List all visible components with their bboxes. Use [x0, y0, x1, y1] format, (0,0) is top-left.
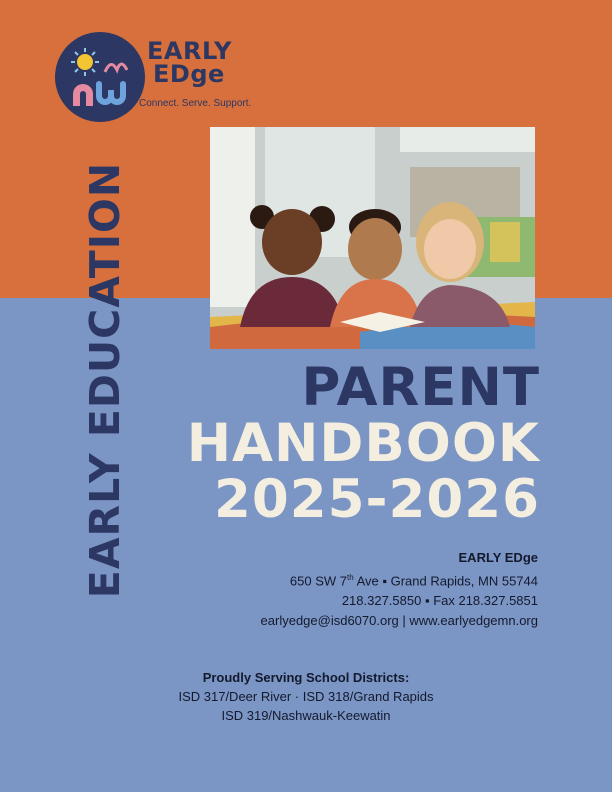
- districts-line1: ISD 317/Deer River · ISD 318/Grand Rapids: [178, 689, 434, 704]
- contact-web-line: [261, 611, 538, 631]
- email-link[interactable]: earlyedge@isd6070.org: [260, 613, 399, 629]
- logo-tagline: Connect. Serve. Support.: [139, 98, 252, 109]
- districts-heading: Proudly Serving School Districts:: [202, 670, 410, 685]
- separator: ▪: [421, 593, 434, 609]
- street-suffix: th: [347, 573, 354, 582]
- title-year: 2025-2026: [213, 469, 540, 530]
- contact-phone-line: [261, 591, 538, 611]
- title-handbook: HANDBOOK: [186, 413, 540, 474]
- children-photo: [210, 127, 535, 349]
- logo: [55, 32, 255, 122]
- divider: |: [398, 613, 410, 629]
- logo-badge: [55, 32, 145, 122]
- contact-block: [261, 548, 538, 631]
- districts-line2: ISD 319/Nashwauk-Keewatin: [221, 708, 391, 723]
- website-link[interactable]: www.earlyedgemn.org: [409, 613, 538, 629]
- city: Grand Rapids, MN 55744: [390, 573, 538, 589]
- children-photo-icon: [210, 127, 535, 349]
- vertical-title-wrap: [80, 140, 130, 620]
- districts-block: [148, 668, 464, 725]
- logo-title-line1: EARLY: [147, 37, 232, 65]
- logo-mark-icon: [55, 32, 145, 122]
- street-rest: Ave: [353, 573, 379, 589]
- contact-name: EARLY EDge: [458, 550, 538, 565]
- logo-title-line2: EDge: [153, 60, 225, 88]
- title-parent: PARENT: [301, 357, 540, 418]
- street-number: 650 SW 7: [289, 573, 347, 589]
- fax: Fax 218.327.5851: [433, 593, 538, 609]
- separator: ▪: [378, 573, 391, 589]
- contact-address: [261, 568, 538, 591]
- logo-wordmark: [147, 37, 232, 88]
- handbook-title: [186, 357, 540, 530]
- vertical-title: EARLY EDUCATION: [81, 161, 129, 599]
- phone: 218.327.5850: [341, 593, 422, 609]
